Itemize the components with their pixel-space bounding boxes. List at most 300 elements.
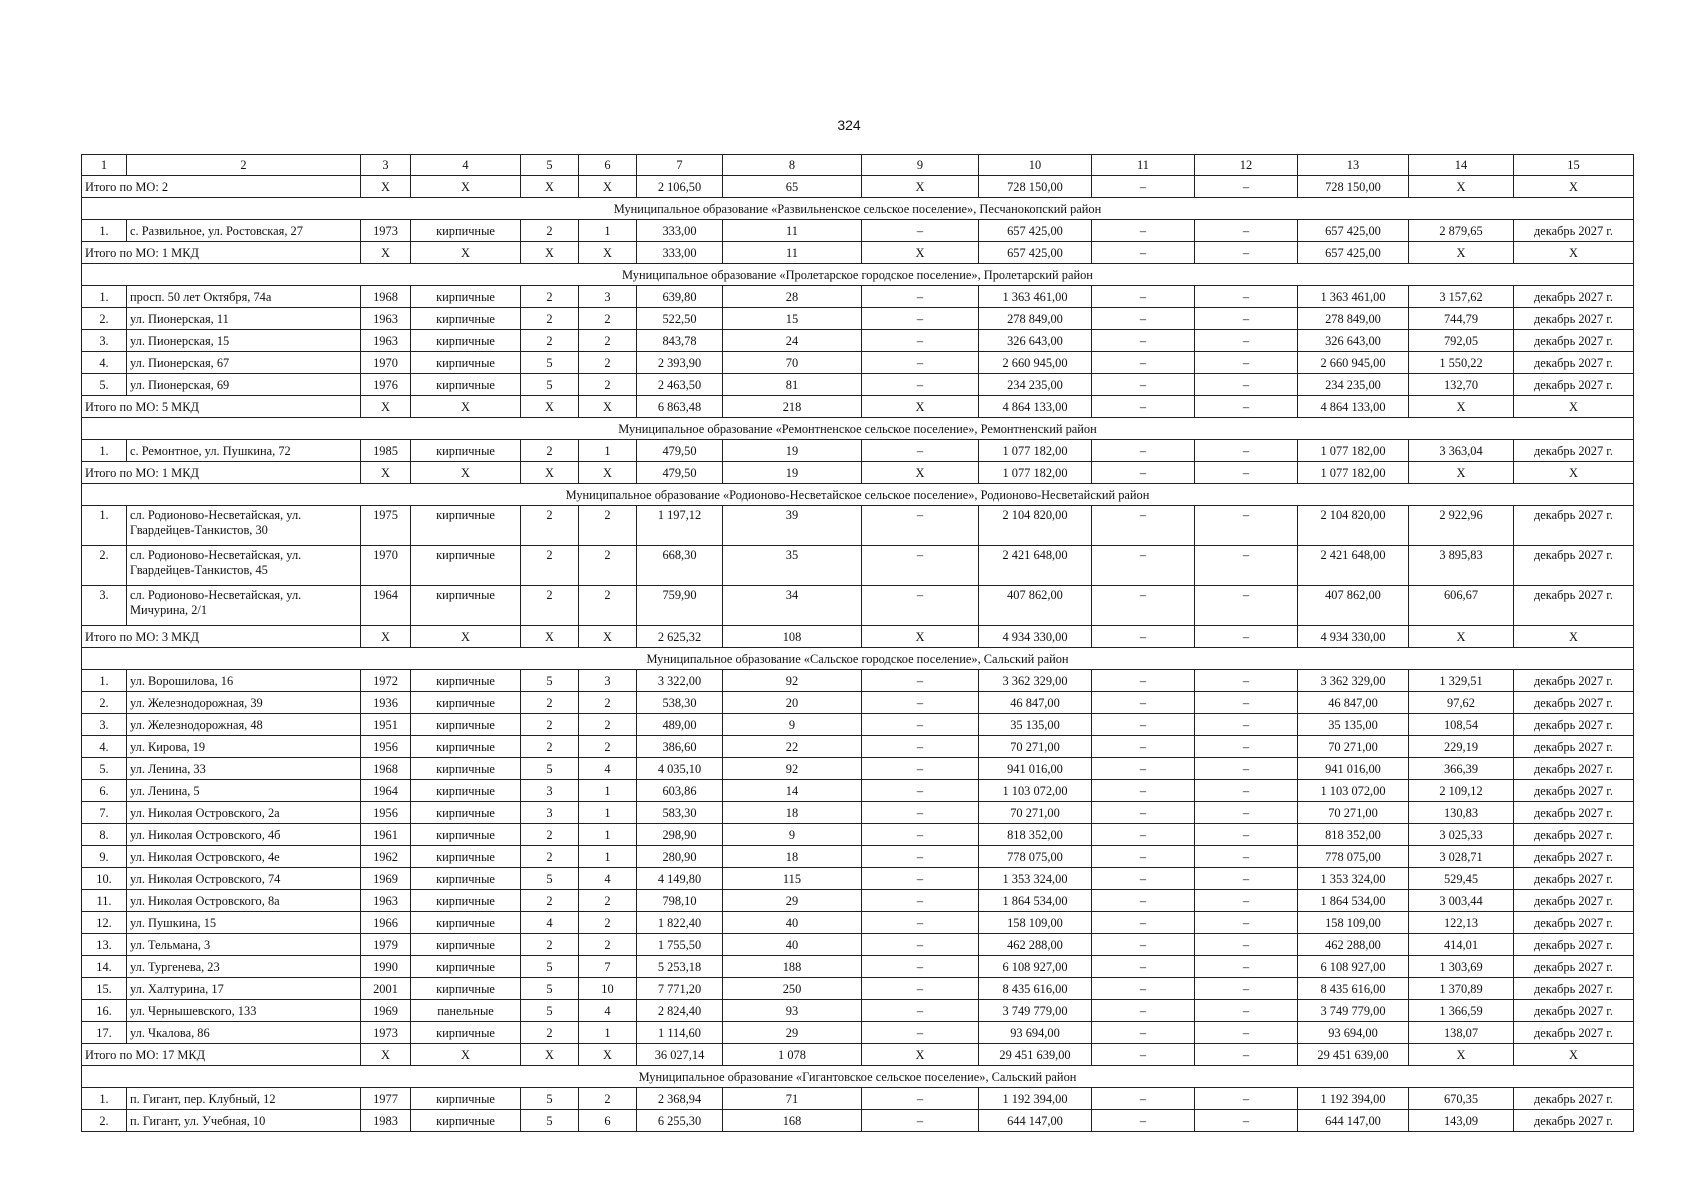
value-cell: 234 235,00 [1298,374,1409,396]
floors-cell: 2 [521,1022,579,1044]
value-cell: – [1195,824,1298,846]
entrances-cell: 1 [579,1022,637,1044]
table-row [82,780,1634,802]
table-body [82,155,1634,1132]
value-cell: 644 147,00 [979,1110,1092,1132]
total-cell: X [361,626,411,648]
row-number: 3. [82,586,127,626]
value-cell: 122,13 [1409,912,1514,934]
row-number: 5. [82,758,127,780]
value-cell: декабрь 2027 г. [1514,780,1634,802]
year-cell: 1972 [361,670,411,692]
table-row [82,1000,1634,1022]
value-cell: – [1092,758,1195,780]
section-title: Муниципальное образование «Ремонтненское сельское поселение», Ремонтненский район [82,418,1634,440]
table-row [82,846,1634,868]
row-number: 10. [82,868,127,890]
column-number-row [82,155,1634,176]
value-cell: 3 322,00 [637,670,723,692]
value-cell: 132,70 [1409,374,1514,396]
total-cell: 4 864 133,00 [1298,396,1409,418]
floors-cell: 2 [521,220,579,242]
value-cell: – [862,374,979,396]
value-cell: декабрь 2027 г. [1514,868,1634,890]
year-cell: 1966 [361,912,411,934]
value-cell: 29 [723,890,862,912]
floors-cell: 5 [521,758,579,780]
year-cell: 1963 [361,308,411,330]
column-number-cell: 5 [521,155,579,176]
total-cell: – [1195,396,1298,418]
value-cell: 1 103 072,00 [979,780,1092,802]
total-cell: – [1092,462,1195,484]
value-cell: 479,50 [637,440,723,462]
value-cell: 2 109,12 [1409,780,1514,802]
value-cell: 792,05 [1409,330,1514,352]
floors-cell: 2 [521,286,579,308]
row-number: 8. [82,824,127,846]
value-cell: 3 003,44 [1409,890,1514,912]
entrances-cell: 3 [579,670,637,692]
total-cell: 29 451 639,00 [979,1044,1092,1066]
value-cell: – [862,714,979,736]
wall-material-cell: кирпичные [411,374,521,396]
value-cell: 2 660 945,00 [979,352,1092,374]
value-cell: – [1092,956,1195,978]
value-cell: 278 849,00 [1298,308,1409,330]
value-cell: 158 109,00 [1298,912,1409,934]
year-cell: 1973 [361,1022,411,1044]
value-cell: 28 [723,286,862,308]
value-cell: 46 847,00 [1298,692,1409,714]
year-cell: 1951 [361,714,411,736]
value-cell: – [1195,374,1298,396]
value-cell: – [862,506,979,546]
value-cell: 4 035,10 [637,758,723,780]
value-cell: 93 694,00 [979,1022,1092,1044]
value-cell: – [1092,586,1195,626]
value-cell: декабрь 2027 г. [1514,802,1634,824]
total-cell: – [1195,242,1298,264]
value-cell: – [1195,330,1298,352]
year-cell: 2001 [361,978,411,1000]
value-cell: – [862,352,979,374]
address-cell: ул. Ворошилова, 16 [127,670,361,692]
value-cell: – [862,868,979,890]
value-cell: 1 192 394,00 [1298,1088,1409,1110]
value-cell: 93 694,00 [1298,1022,1409,1044]
value-cell: – [1092,1000,1195,1022]
wall-material-cell: кирпичные [411,1088,521,1110]
section-header-row [82,264,1634,286]
year-cell: 1983 [361,1110,411,1132]
total-cell: X [361,176,411,198]
value-cell: 4 149,80 [637,868,723,890]
value-cell: декабрь 2027 г. [1514,546,1634,586]
value-cell: 93 [723,1000,862,1022]
address-cell: ул. Пионерская, 67 [127,352,361,374]
value-cell: 188 [723,956,862,978]
value-cell: 9 [723,714,862,736]
value-cell: 143,09 [1409,1110,1514,1132]
value-cell: декабрь 2027 г. [1514,824,1634,846]
page-number: 324 [837,117,861,133]
wall-material-cell: кирпичные [411,868,521,890]
year-cell: 1956 [361,802,411,824]
total-cell: 728 150,00 [979,176,1092,198]
row-number: 16. [82,1000,127,1022]
total-cell: X [1409,626,1514,648]
year-cell: 1964 [361,586,411,626]
value-cell: – [862,546,979,586]
floors-cell: 5 [521,670,579,692]
address-cell: ул. Пионерская, 15 [127,330,361,352]
address-cell: п. Гигант, ул. Учебная, 10 [127,1110,361,1132]
value-cell: 778 075,00 [979,846,1092,868]
value-cell: 326 643,00 [979,330,1092,352]
value-cell: 1 864 534,00 [1298,890,1409,912]
total-cell: 333,00 [637,242,723,264]
year-cell: 1973 [361,220,411,242]
table-row [82,978,1634,1000]
address-cell: ул. Пионерская, 11 [127,308,361,330]
table-row [82,220,1634,242]
value-cell: 35 135,00 [979,714,1092,736]
total-cell: X [1409,176,1514,198]
value-cell: 70 271,00 [1298,802,1409,824]
column-number-cell: 13 [1298,155,1409,176]
column-number-cell: 15 [1514,155,1634,176]
value-cell: 35 [723,546,862,586]
value-cell: – [1195,1000,1298,1022]
section-title: Муниципальное образование «Гигантовское сельское поселение», Сальский район [82,1066,1634,1088]
value-cell: – [1195,868,1298,890]
year-cell: 1979 [361,934,411,956]
value-cell: декабрь 2027 г. [1514,286,1634,308]
value-cell: 3 028,71 [1409,846,1514,868]
total-row [82,242,1634,264]
value-cell: – [1195,714,1298,736]
value-cell: 1 077 182,00 [1298,440,1409,462]
row-number: 9. [82,846,127,868]
value-cell: – [862,308,979,330]
table-row [82,1022,1634,1044]
value-cell: – [1092,506,1195,546]
wall-material-cell: кирпичные [411,736,521,758]
total-cell: 1 078 [723,1044,862,1066]
entrances-cell: 1 [579,780,637,802]
total-cell: 2 106,50 [637,176,723,198]
total-cell: X [521,462,579,484]
value-cell: декабрь 2027 г. [1514,586,1634,626]
wall-material-cell: кирпичные [411,220,521,242]
section-title: Муниципальное образование «Родионово-Несветайское сельское поселение», Родионово-Несветайский район [82,484,1634,506]
total-cell: 657 425,00 [979,242,1092,264]
floors-cell: 2 [521,934,579,956]
total-cell: 11 [723,242,862,264]
wall-material-cell: кирпичные [411,956,521,978]
value-cell: – [862,846,979,868]
total-cell: – [1092,1044,1195,1066]
value-cell: 2 660 945,00 [1298,352,1409,374]
address-cell: ул. Николая Островского, 4б [127,824,361,846]
value-cell: 6 108 927,00 [1298,956,1409,978]
value-cell: 229,19 [1409,736,1514,758]
value-cell: 670,35 [1409,1088,1514,1110]
column-number-cell: 6 [579,155,637,176]
year-cell: 1990 [361,956,411,978]
value-cell: – [1092,868,1195,890]
total-cell: 29 451 639,00 [1298,1044,1409,1066]
table-row [82,286,1634,308]
value-cell: 2 879,65 [1409,220,1514,242]
value-cell: – [862,1000,979,1022]
table-row [82,802,1634,824]
table-row [82,758,1634,780]
wall-material-cell: кирпичные [411,758,521,780]
total-label: Итого по МО: 17 МКД [82,1044,361,1066]
value-cell: – [1195,1022,1298,1044]
value-cell: – [862,956,979,978]
value-cell: декабрь 2027 г. [1514,1110,1634,1132]
value-cell: декабрь 2027 г. [1514,1000,1634,1022]
value-cell: – [1092,714,1195,736]
value-cell: 1 353 324,00 [979,868,1092,890]
table-row [82,586,1634,626]
row-number: 1. [82,440,127,462]
floors-cell: 2 [521,824,579,846]
table-row [82,714,1634,736]
total-cell: 2 625,32 [637,626,723,648]
floors-cell: 2 [521,440,579,462]
table-row [82,934,1634,956]
value-cell: – [1092,780,1195,802]
value-cell: 1 329,51 [1409,670,1514,692]
row-number: 3. [82,714,127,736]
row-number: 2. [82,692,127,714]
value-cell: 3 025,33 [1409,824,1514,846]
entrances-cell: 1 [579,220,637,242]
column-number-cell: 11 [1092,155,1195,176]
value-cell: декабрь 2027 г. [1514,714,1634,736]
floors-cell: 4 [521,912,579,934]
total-cell: X [411,1044,521,1066]
address-cell: просп. 50 лет Октября, 74а [127,286,361,308]
value-cell: 1 363 461,00 [1298,286,1409,308]
value-cell: 39 [723,506,862,546]
value-cell: 843,78 [637,330,723,352]
value-cell: 941 016,00 [1298,758,1409,780]
column-number-cell: 10 [979,155,1092,176]
value-cell: – [1092,330,1195,352]
table-row [82,1088,1634,1110]
total-cell: 1 077 182,00 [1298,462,1409,484]
value-cell: 1 370,89 [1409,978,1514,1000]
entrances-cell: 1 [579,824,637,846]
value-cell: – [862,934,979,956]
entrances-cell: 4 [579,758,637,780]
table-row [82,868,1634,890]
value-cell: 92 [723,670,862,692]
wall-material-cell: кирпичные [411,506,521,546]
value-cell: – [1195,1088,1298,1110]
total-cell: X [1409,242,1514,264]
value-cell: – [862,890,979,912]
value-cell: – [1195,586,1298,626]
total-cell: X [862,462,979,484]
value-cell: 603,86 [637,780,723,802]
table-row [82,352,1634,374]
wall-material-cell: кирпичные [411,286,521,308]
total-cell: X [361,242,411,264]
value-cell: – [1092,670,1195,692]
year-cell: 1969 [361,868,411,890]
column-number-cell: 9 [862,155,979,176]
value-cell: 234 235,00 [979,374,1092,396]
total-cell: X [411,626,521,648]
row-number: 15. [82,978,127,1000]
total-row [82,626,1634,648]
value-cell: 2 463,50 [637,374,723,396]
value-cell: 18 [723,846,862,868]
wall-material-cell: кирпичные [411,802,521,824]
value-cell: 333,00 [637,220,723,242]
address-cell: сл. Родионово-Несветайская, ул. Гвардейцев-Танкистов, 45 [127,546,361,586]
value-cell: – [862,586,979,626]
value-cell: 20 [723,692,862,714]
value-cell: 1 550,22 [1409,352,1514,374]
total-cell: 4 934 330,00 [979,626,1092,648]
value-cell: – [1195,890,1298,912]
table-row [82,308,1634,330]
wall-material-cell: кирпичные [411,846,521,868]
row-number: 5. [82,374,127,396]
row-number: 7. [82,802,127,824]
value-cell: 414,01 [1409,934,1514,956]
value-cell: – [862,780,979,802]
entrances-cell: 2 [579,912,637,934]
value-cell: 97,62 [1409,692,1514,714]
value-cell: 70 271,00 [1298,736,1409,758]
value-cell: 583,30 [637,802,723,824]
value-cell: – [1195,546,1298,586]
entrances-cell: 2 [579,714,637,736]
floors-cell: 2 [521,736,579,758]
total-cell: X [862,242,979,264]
section-header-row [82,484,1634,506]
wall-material-cell: кирпичные [411,934,521,956]
value-cell: 7 771,20 [637,978,723,1000]
floors-cell: 5 [521,1088,579,1110]
value-cell: 6 108 927,00 [979,956,1092,978]
total-cell: 1 077 182,00 [979,462,1092,484]
value-cell: декабрь 2027 г. [1514,978,1634,1000]
value-cell: декабрь 2027 г. [1514,758,1634,780]
row-number: 11. [82,890,127,912]
wall-material-cell: кирпичные [411,1110,521,1132]
value-cell: 639,80 [637,286,723,308]
value-cell: 138,07 [1409,1022,1514,1044]
value-cell: – [862,1110,979,1132]
total-cell: X [1514,462,1634,484]
value-cell: – [862,220,979,242]
value-cell: 3 362 329,00 [1298,670,1409,692]
value-cell: декабрь 2027 г. [1514,352,1634,374]
value-cell: – [1195,692,1298,714]
value-cell: 22 [723,736,862,758]
value-cell: – [1092,912,1195,934]
column-number-cell: 8 [723,155,862,176]
value-cell: декабрь 2027 г. [1514,692,1634,714]
row-number: 12. [82,912,127,934]
address-cell: ул. Пушкина, 15 [127,912,361,934]
value-cell: – [862,802,979,824]
value-cell: 71 [723,1088,862,1110]
total-cell: X [862,1044,979,1066]
total-cell: X [579,396,637,418]
floors-cell: 5 [521,352,579,374]
row-number: 13. [82,934,127,956]
value-cell: 2 824,40 [637,1000,723,1022]
value-cell: – [1092,736,1195,758]
floors-cell: 5 [521,978,579,1000]
value-cell: 759,90 [637,586,723,626]
value-cell: 2 922,96 [1409,506,1514,546]
value-cell: 1 192 394,00 [979,1088,1092,1110]
wall-material-cell: кирпичные [411,308,521,330]
total-cell: X [521,176,579,198]
total-cell: 6 863,48 [637,396,723,418]
year-cell: 1977 [361,1088,411,1110]
address-cell: ул. Ленина, 33 [127,758,361,780]
value-cell: – [1195,352,1298,374]
value-cell: – [1092,890,1195,912]
value-cell: – [1092,1022,1195,1044]
wall-material-cell: кирпичные [411,978,521,1000]
year-cell: 1963 [361,330,411,352]
year-cell: 1962 [361,846,411,868]
value-cell: 15 [723,308,862,330]
wall-material-cell: кирпичные [411,670,521,692]
value-cell: 522,50 [637,308,723,330]
entrances-cell: 4 [579,1000,637,1022]
value-cell: 326 643,00 [1298,330,1409,352]
address-cell: ул. Халтурина, 17 [127,978,361,1000]
value-cell: 40 [723,912,862,934]
wall-material-cell: кирпичные [411,586,521,626]
row-number: 1. [82,220,127,242]
total-cell: 4 864 133,00 [979,396,1092,418]
wall-material-cell: кирпичные [411,714,521,736]
value-cell: 462 288,00 [979,934,1092,956]
total-cell: X [579,462,637,484]
address-cell: ул. Пионерская, 69 [127,374,361,396]
value-cell: декабрь 2027 г. [1514,736,1634,758]
section-header-row [82,198,1634,220]
entrances-cell: 2 [579,1088,637,1110]
value-cell: 668,30 [637,546,723,586]
value-cell: декабрь 2027 г. [1514,1022,1634,1044]
row-number: 4. [82,352,127,374]
value-cell: 8 435 616,00 [1298,978,1409,1000]
value-cell: 92 [723,758,862,780]
value-cell: 1 366,59 [1409,1000,1514,1022]
total-cell: 36 027,14 [637,1044,723,1066]
total-row [82,1044,1634,1066]
value-cell: – [862,736,979,758]
column-number-cell: 7 [637,155,723,176]
wall-material-cell: панельные [411,1000,521,1022]
